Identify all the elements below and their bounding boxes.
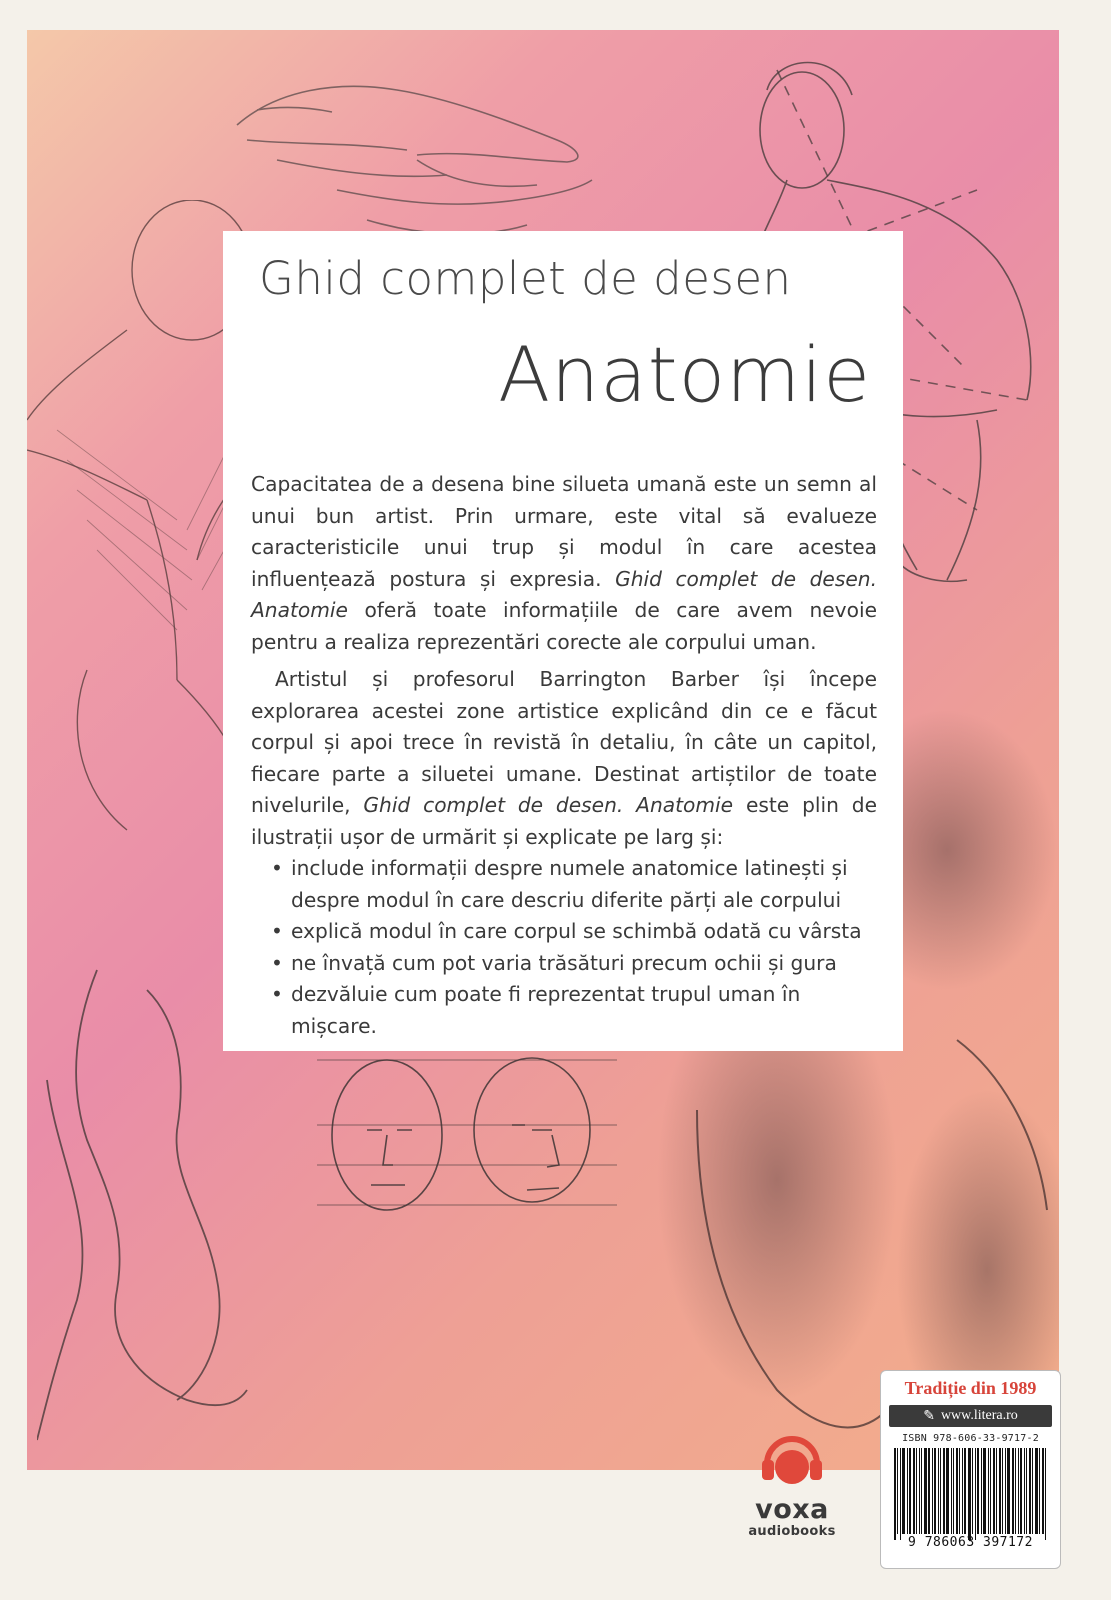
isbn-barcode-box — [880, 1370, 1061, 1569]
barcode-bar — [1012, 1448, 1014, 1534]
barcode-bar — [951, 1448, 952, 1534]
barcode-bar — [928, 1448, 930, 1534]
barcode-bar — [938, 1448, 939, 1534]
voxa-subtitle: audiobooks — [748, 1524, 836, 1539]
barcode-bar — [993, 1448, 995, 1534]
voxa-logo — [732, 1422, 852, 1562]
barcode-bar — [964, 1448, 966, 1534]
barcode-bar — [1026, 1448, 1027, 1534]
barcode-bar — [943, 1448, 945, 1534]
voxa-brand: voxa — [755, 1494, 829, 1525]
barcode-bar — [972, 1448, 973, 1534]
book-title-inline: Ghid complet de desen. Anatomie — [251, 566, 877, 622]
barcode-bar — [988, 1448, 989, 1534]
list-item: • ne învață cum pot varia trăsături precum ochii și gura — [271, 948, 877, 980]
hands-sketch — [217, 50, 597, 250]
barcode-bar — [1005, 1448, 1006, 1534]
barcode-bar — [962, 1448, 963, 1534]
barcode-digits: 9 786063 397172 — [908, 1535, 1033, 1550]
barcode-bar — [1042, 1448, 1044, 1534]
barcode-bar — [1035, 1448, 1038, 1534]
description-panel — [223, 231, 903, 1051]
barcode-bar — [897, 1448, 898, 1534]
publisher-tradition: Tradiție din 1989 — [904, 1378, 1037, 1398]
headphones-icon — [757, 1422, 827, 1492]
barcode-bar — [932, 1448, 933, 1534]
barcode-bar — [956, 1448, 958, 1534]
barcode-bar — [921, 1448, 922, 1534]
paragraph-1: Capacitatea de a desena bine silueta umană este un semn al unui bun artist. Prin urmare, este vital să evalueze caracteristicile unui trup și modul în care acestea influențează postura și expresia. Ghid complet de desen. Anatomie oferă toate informațiile de care avem nevoie pentru a realiza reprezentări corecte ale corpului uman. — [251, 472, 877, 654]
barcode-bar — [919, 1448, 920, 1534]
list-item: • include informații despre numele anatomice latinești și despre modul în care descriu diferite părți ale corpului — [271, 853, 877, 916]
barcode-bar — [1024, 1448, 1025, 1534]
barcode-bar — [983, 1448, 986, 1534]
barcode-bar — [975, 1448, 976, 1540]
barcode-bar — [999, 1448, 1001, 1534]
barcode-bar — [959, 1448, 960, 1534]
list-item: • explică modul în care corpul se schimbă odată cu vârsta — [271, 916, 877, 948]
barcode-bar — [996, 1448, 997, 1534]
barcode-bar — [990, 1448, 991, 1534]
barcode-bar — [953, 1448, 954, 1534]
barcode-bar — [1007, 1448, 1010, 1534]
barcode-bar — [900, 1448, 901, 1540]
barcode-bar — [981, 1448, 982, 1534]
barcode-bar — [977, 1448, 979, 1534]
barcode-bar — [934, 1448, 936, 1534]
barcode-bar — [894, 1448, 896, 1540]
barcode — [889, 1448, 1052, 1534]
barcode-bar — [1045, 1448, 1046, 1540]
list-item: • dezvăluie cum poate fi reprezentat trupul uman în mișcare. — [271, 979, 877, 1042]
barcode-bar — [946, 1448, 949, 1534]
barcode-bar — [924, 1448, 927, 1534]
barcode-bar — [940, 1448, 941, 1534]
barcode-bar — [1039, 1448, 1040, 1534]
barcode-bar — [1032, 1448, 1033, 1534]
barcode-bar — [1015, 1448, 1016, 1534]
book-title-inline: Ghid complet de desen. Anatomie — [363, 793, 734, 817]
barcode-bar — [1029, 1448, 1031, 1534]
isbn-number: ISBN 978-606-33-9717-2 — [902, 1433, 1039, 1444]
heads-sketch — [297, 1030, 627, 1230]
feature-list — [251, 853, 877, 1042]
barcode-bar — [907, 1448, 908, 1534]
book-subtitle: Ghid complet de desen — [259, 252, 792, 305]
barcode-bar — [916, 1448, 917, 1534]
barcode-bar — [1018, 1448, 1019, 1534]
barcode-bar — [1002, 1448, 1003, 1534]
book-icon: ✎ — [923, 1408, 935, 1424]
barcode-bar — [909, 1448, 911, 1534]
barcode-bar — [902, 1448, 905, 1534]
barcode-bar — [1020, 1448, 1022, 1534]
barcode-bar — [913, 1448, 915, 1534]
paragraph-2: Artistul și profesorul Barrington Barber își începe explorarea acestei zone artistice explicând din ce e făcut corpul și apoi trece în revistă în detaliu, în câte un capitol, fiecare parte a siluetei umane. Destinat artiștilor de toate nivelurile, Ghid complet de desen. Anatomie este plin de ilustrații ușor de urmărit și explicate pe larg și: — [251, 667, 877, 849]
barcode-bar — [968, 1448, 971, 1540]
book-title: Anatomie — [498, 330, 871, 419]
book-description — [251, 469, 877, 1042]
publisher-website: ✎ www.litera.ro — [889, 1405, 1052, 1427]
